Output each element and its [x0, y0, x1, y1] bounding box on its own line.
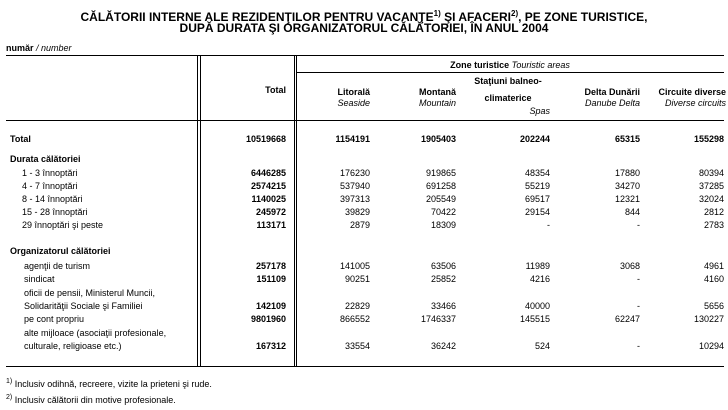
- header-seaside-ro: Litorală: [337, 87, 370, 97]
- row-label: 4 - 7 înnoptări: [22, 181, 78, 191]
- unit-label: [6, 43, 72, 53]
- header-spas-ro2: climaterice: [484, 93, 532, 103]
- table-cell: 37285: [698, 181, 724, 191]
- table-cell: 245972: [255, 207, 286, 217]
- row-label: pe cont propriu: [24, 314, 85, 324]
- table-cell: 4216: [529, 274, 550, 284]
- header-circuits-ro: Circuite diverse: [658, 87, 726, 97]
- table-cell: 17880: [614, 168, 640, 178]
- table-cell: 39829: [344, 207, 370, 217]
- row-label: Organizatorul călătoriei: [10, 246, 111, 256]
- table-cell: 29154: [524, 207, 550, 217]
- table-cell: -: [637, 301, 640, 311]
- header-mountain-en: Mountain: [418, 98, 456, 108]
- unit-ro: număr: [6, 43, 34, 53]
- table-cell: 176230: [339, 168, 370, 178]
- table-cell: 4961: [703, 261, 724, 271]
- header-zones-ro: Zone turistice: [450, 60, 510, 70]
- table-cell: 4160: [703, 274, 724, 284]
- table-cell: 141005: [339, 261, 370, 271]
- zone-rule: [296, 72, 724, 73]
- header-spas-ro: Staţiuni balneo-: [474, 76, 542, 86]
- unit-en: / number: [33, 43, 72, 53]
- row-label: Total: [10, 134, 31, 144]
- table-cell: 80394: [698, 168, 724, 178]
- header-delta-en: Danube Delta: [584, 98, 640, 108]
- table-cell: 40000: [524, 301, 550, 311]
- footnote-2-mark: 2): [6, 394, 13, 401]
- row-label: 15 - 28 înnoptări: [22, 207, 88, 217]
- header-total-label: Total: [265, 85, 286, 95]
- table-cell: 113171: [256, 220, 286, 230]
- table-cell: 25852: [430, 274, 456, 284]
- table-cell: -: [637, 220, 640, 230]
- table-cell: 202244: [519, 134, 550, 144]
- col-divider-label-2: [200, 55, 201, 366]
- table-cell: 1154191: [335, 134, 370, 144]
- table-cell: 130227: [693, 314, 724, 324]
- table-bottom-rule: [6, 366, 724, 367]
- table-cell: 3068: [619, 261, 640, 271]
- header-spas-en: Spas: [529, 106, 550, 116]
- table-cell: 10294: [698, 341, 724, 351]
- header-delta-ro: Delta Dunării: [584, 87, 640, 97]
- col-divider-total-2: [296, 55, 297, 366]
- table-cell: 11989: [525, 261, 550, 271]
- table-cell: 63506: [430, 261, 456, 271]
- header-col-circuits: [646, 87, 726, 109]
- header-col-delta: [562, 87, 640, 109]
- table-cell: 205549: [425, 194, 456, 204]
- footnote-1-mark: 1): [6, 378, 13, 385]
- table-cell: 145515: [519, 314, 550, 324]
- row-label: 1 - 3 înnoptări: [22, 168, 78, 178]
- header-bottom-rule: [6, 120, 724, 121]
- footnote-1: [6, 378, 212, 389]
- footnote-mark-2: 2): [511, 9, 519, 18]
- table-cell: -: [547, 220, 550, 230]
- table-cell: 1746337: [420, 314, 456, 324]
- table-cell: 48354: [524, 168, 550, 178]
- row-label: 29 înnoptări şi peste: [22, 220, 104, 230]
- table-cell: 1140025: [251, 194, 286, 204]
- table-cell: 55219: [524, 181, 550, 191]
- table-cell: 10519668: [245, 134, 286, 144]
- row-label: Solidarităţii Sociale şi Familiei: [24, 301, 143, 311]
- table-cell: 90251: [344, 274, 370, 284]
- header-mountain-ro: Montană: [419, 87, 456, 97]
- table-cell: 65315: [614, 134, 640, 144]
- table-cell: 167312: [255, 341, 286, 351]
- table-cell: -: [637, 274, 640, 284]
- table-cell: 12321: [614, 194, 640, 204]
- row-label: culturale, religioase etc.): [24, 341, 122, 351]
- footnote-mark-1: 1): [433, 9, 441, 18]
- header-col-mountain: [380, 87, 456, 109]
- title-line2: DUPĂ DURATA ŞI ORGANIZATORUL CĂLĂTORIEI, ÎN ANUL 2004: [179, 21, 549, 35]
- table-cell: 69517: [524, 194, 550, 204]
- header-col-seaside: [300, 87, 370, 109]
- table-cell: 155298: [693, 134, 724, 144]
- table-cell: 62247: [614, 314, 640, 324]
- header-seaside-en: Seaside: [337, 98, 370, 108]
- table-cell: 2812: [703, 207, 724, 217]
- row-label: oficii de pensii, Ministerul Muncii,: [24, 288, 156, 298]
- table-cell: 18309: [430, 220, 456, 230]
- header-circuits-en: Diverse circuits: [664, 98, 726, 108]
- table-cell: 5656: [703, 301, 724, 311]
- footnote-1-text: Inclusiv odihnă, recreere, vizite la prieteni şi rude.: [12, 379, 212, 389]
- title-mid: ŞI AFACERI: [440, 10, 511, 24]
- table-cell: 70422: [430, 207, 456, 217]
- table-cell: 142109: [255, 301, 286, 311]
- row-label: alte mijloace (asociaţii profesionale,: [24, 328, 167, 338]
- header-zones: [296, 60, 724, 70]
- table-cell: 2879: [349, 220, 370, 230]
- row-label: Durata călătoriei: [10, 154, 81, 164]
- row-label: agenţii de turism: [24, 261, 91, 271]
- table-cell: 33554: [344, 341, 370, 351]
- table-cell: 691258: [425, 181, 456, 191]
- table-cell: 151109: [256, 274, 286, 284]
- table-cell: 397313: [339, 194, 370, 204]
- table-cell: 22829: [344, 301, 370, 311]
- table-cell: 537940: [339, 181, 370, 191]
- table-cell: 844: [624, 207, 640, 217]
- table-cell: 2783: [703, 220, 724, 230]
- col-divider-total: [294, 55, 295, 366]
- col-divider-label: [197, 55, 198, 366]
- table-cell: 257178: [255, 261, 286, 271]
- footnote-2-text: Inclusiv călătorii din motive profesionale.: [12, 395, 176, 405]
- table-cell: 524: [534, 341, 550, 351]
- table-cell: 2574215: [250, 181, 286, 191]
- header-total: [200, 85, 286, 96]
- table-cell: 866552: [339, 314, 370, 324]
- header-col-spas: [466, 76, 550, 117]
- row-label: 8 - 14 înnoptări: [22, 194, 83, 204]
- table-cell: 33466: [430, 301, 456, 311]
- title-line1-end: , PE ZONE TURISTICE,: [518, 10, 648, 24]
- table-cell: 34270: [614, 181, 640, 191]
- table-cell: 32024: [698, 194, 724, 204]
- table-cell: 6446285: [250, 168, 286, 178]
- top-rule: [6, 55, 724, 56]
- footnote-2: [6, 394, 176, 405]
- table-cell: 919865: [425, 168, 456, 178]
- table-cell: -: [637, 341, 640, 351]
- title-line1: CĂLĂTORII INTERNE ALE REZIDENŢILOR PENTRU VACANŢE: [80, 10, 434, 24]
- table-cell: 1905403: [420, 134, 456, 144]
- header-zones-en: Touristic areas: [509, 60, 570, 70]
- table-cell: 36242: [430, 341, 456, 351]
- row-label: sindicat: [24, 274, 55, 284]
- table-title-line2: [0, 21, 728, 36]
- table-cell: 9801960: [250, 314, 286, 324]
